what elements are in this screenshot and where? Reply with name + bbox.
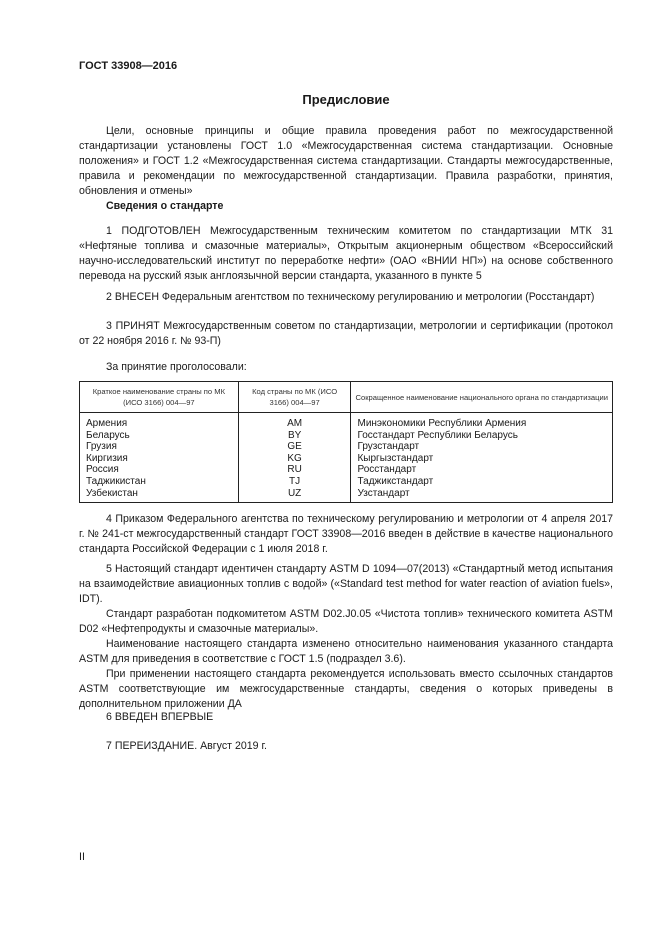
body-cell: Росстандарт <box>351 464 613 476</box>
body-cell: Узстандарт <box>351 488 613 503</box>
table-row <box>80 488 613 503</box>
code-cell: GE <box>238 441 351 453</box>
code-cell: UZ <box>238 488 351 503</box>
code-cell: KG <box>238 453 351 465</box>
item-7-paragraph: 7 ПЕРЕИЗДАНИЕ. Август 2019 г. <box>106 740 267 752</box>
body-cell: Кыргызстандарт <box>351 453 613 465</box>
page-number: II <box>79 851 85 863</box>
item-1-paragraph: 1 ПОДГОТОВЛЕН Межгосударственным техническим комитетом по стандартизации МТК 31 «Нефтяные топлива и смазочные материалы», Открытым акционерным обществом «Всероссийский научно-исследовательский институт по переработке нефти» (ОАО «ВНИИ НП») на основе собственного перевода на русский язык англоязычной версии стандарта, указанного в пункте 5 <box>79 225 613 282</box>
country-cell: Грузия <box>80 441 239 453</box>
country-cell: Россия <box>80 464 239 476</box>
voted-label: За принятие проголосовали: <box>106 361 247 373</box>
country-cell: Таджикистан <box>80 476 239 488</box>
intro-paragraph: Цели, основные принципы и общие правила проведения работ по межгосударственной стандартизации установлены ГОСТ 1.0 «Межгосударственная система стандартизации. Основные положения» и ГОСТ 1.2 «Межгосударственная система стандартизации. Стандарты межгосударственные, правила и рекомендации по межгосударственной стандартизации. Правила разработки, принятия, обновления и отмены» <box>79 125 613 197</box>
table-header-row <box>80 382 613 413</box>
body-cell: Грузстандарт <box>351 441 613 453</box>
item-5-developer-paragraph: Стандарт разработан подкомитетом ASTM D02.J0.05 «Чистота топлив» технического комитета ASTM D02 «Нефтепродукты и смазочные материалы». <box>79 608 613 635</box>
document-code-header: ГОСТ 33908—2016 <box>79 60 178 72</box>
header-country: Краткое наименование страны по МК (ИСО 3166) 004—97 <box>80 382 239 413</box>
item-3-paragraph: 3 ПРИНЯТ Межгосударственным советом по стандартизации, метрологии и сертификации (протокол от 22 ноября 2016 г. № 93-П) <box>79 320 613 347</box>
code-cell: BY <box>238 430 351 442</box>
item-5-paragraph: 5 Настоящий стандарт идентичен стандарту ASTM D 1094—07(2013) «Стандартный метод испытания на взаимодействие авиационных топлив с водой» («Standard test method for water reaction of aviation fuels», IDT). <box>79 563 613 605</box>
table-row <box>80 430 613 442</box>
body-cell: Минэкономики Республики Армения <box>351 413 613 430</box>
body-cell: Таджикстандарт <box>351 476 613 488</box>
table-row <box>80 453 613 465</box>
voting-table <box>79 381 613 503</box>
item-4-paragraph: 4 Приказом Федерального агентства по техническому регулированию и метрологии от 4 апреля 2017 г. № 241-ст межгосударственный стандарт ГОСТ 33908—2016 введен в действие в качестве национального стандарта Российской Федерации с 1 июля 2018 г. <box>79 513 613 555</box>
header-body: Сокращенное наименование национального органа по стандартизации <box>351 382 613 413</box>
table-row <box>80 464 613 476</box>
code-cell: AM <box>238 413 351 430</box>
item-5-references-paragraph: При применении настоящего стандарта рекомендуется использовать вместо ссылочных стандартов ASTM соответствующие им межгосударственные стандарты, сведения о которых приведены в дополнительном приложении ДА <box>79 668 613 710</box>
country-cell: Киргизия <box>80 453 239 465</box>
item-5-name-change-paragraph: Наименование настоящего стандарта изменено относительно наименования указанного стандарта ASTM для приведения в соответствие с ГОСТ 1.5 (подраздел 3.6). <box>79 638 613 665</box>
table-row <box>80 441 613 453</box>
table-row <box>80 413 613 430</box>
table-row <box>80 476 613 488</box>
item-2-paragraph: 2 ВНЕСЕН Федеральным агентством по техническому регулированию и метрологии (Росстандарт) <box>106 291 595 303</box>
body-cell: Госстандарт Республики Беларусь <box>351 430 613 442</box>
page-title: Предисловие <box>302 92 390 107</box>
code-cell: TJ <box>238 476 351 488</box>
country-cell: Беларусь <box>80 430 239 442</box>
about-standard-heading: Сведения о стандарте <box>106 200 224 212</box>
country-cell: Армения <box>80 413 239 430</box>
header-code: Код страны по МК (ИСО 3166) 004—97 <box>238 382 351 413</box>
code-cell: RU <box>238 464 351 476</box>
item-6-paragraph: 6 ВВЕДЕН ВПЕРВЫЕ <box>106 711 214 723</box>
country-cell: Узбекистан <box>80 488 239 503</box>
